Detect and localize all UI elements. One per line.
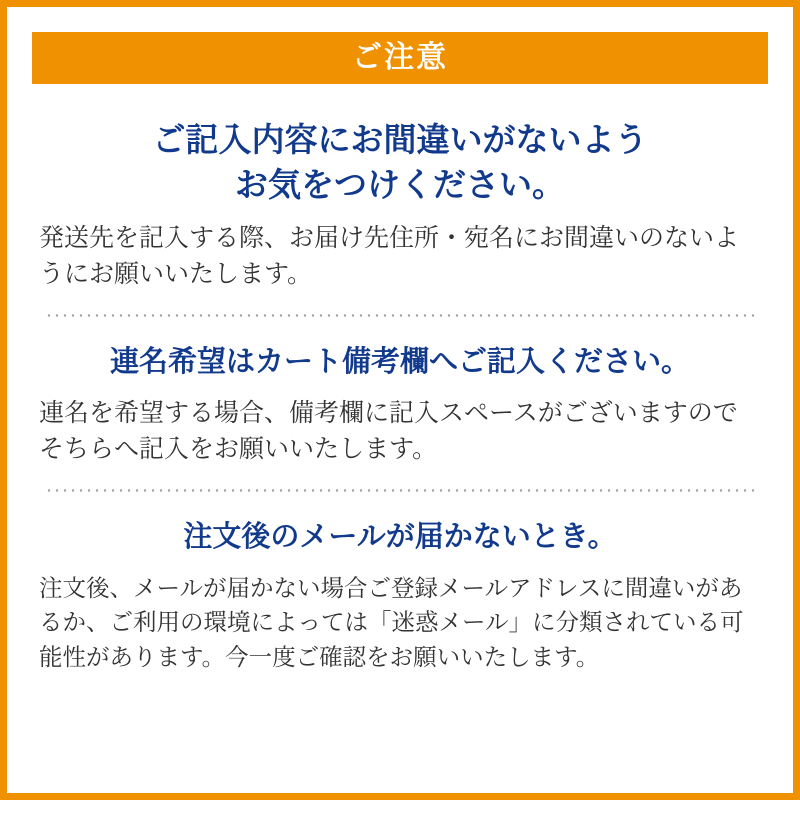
notice-section-mail (39, 492, 761, 673)
notice-section-mail-body: 注文後、メールが届かない場合ご登録メールアドレスに間違いがあるか、ご利用の環境によっては「迷惑メール」に分類されている可能性があります。今一度ご確認をお願いいたします。 (39, 575, 744, 670)
notice-page-inner (7, 32, 793, 818)
notice-section-joint-name-body: 連名を希望する場合、備考欄に記入スペースがございますのでそちらへ記入をお願いいたします。 (39, 399, 738, 463)
notice-banner (32, 32, 768, 84)
notice-section-address-heading-line1: ご記入内容にお間違いがないよう (152, 121, 648, 158)
notice-section-joint-name (39, 317, 761, 467)
notice-section-address-heading (39, 118, 761, 207)
notice-section-address-heading-line2: お気をつけください。 (235, 165, 565, 203)
notice-section-joint-name-heading: 連名希望はカート備考欄へご記入ください。 (109, 346, 690, 379)
notice-content (7, 84, 793, 674)
notice-banner-label: ご注意 (352, 41, 448, 74)
notice-section-mail-heading: 注文後のメールが届かないとき。 (183, 521, 617, 554)
notice-section-address-body: 発送先を記入する際、お届け先住所・宛名にお間違いのないようにお願いいたします。 (39, 224, 740, 288)
notice-section-address (39, 84, 761, 292)
